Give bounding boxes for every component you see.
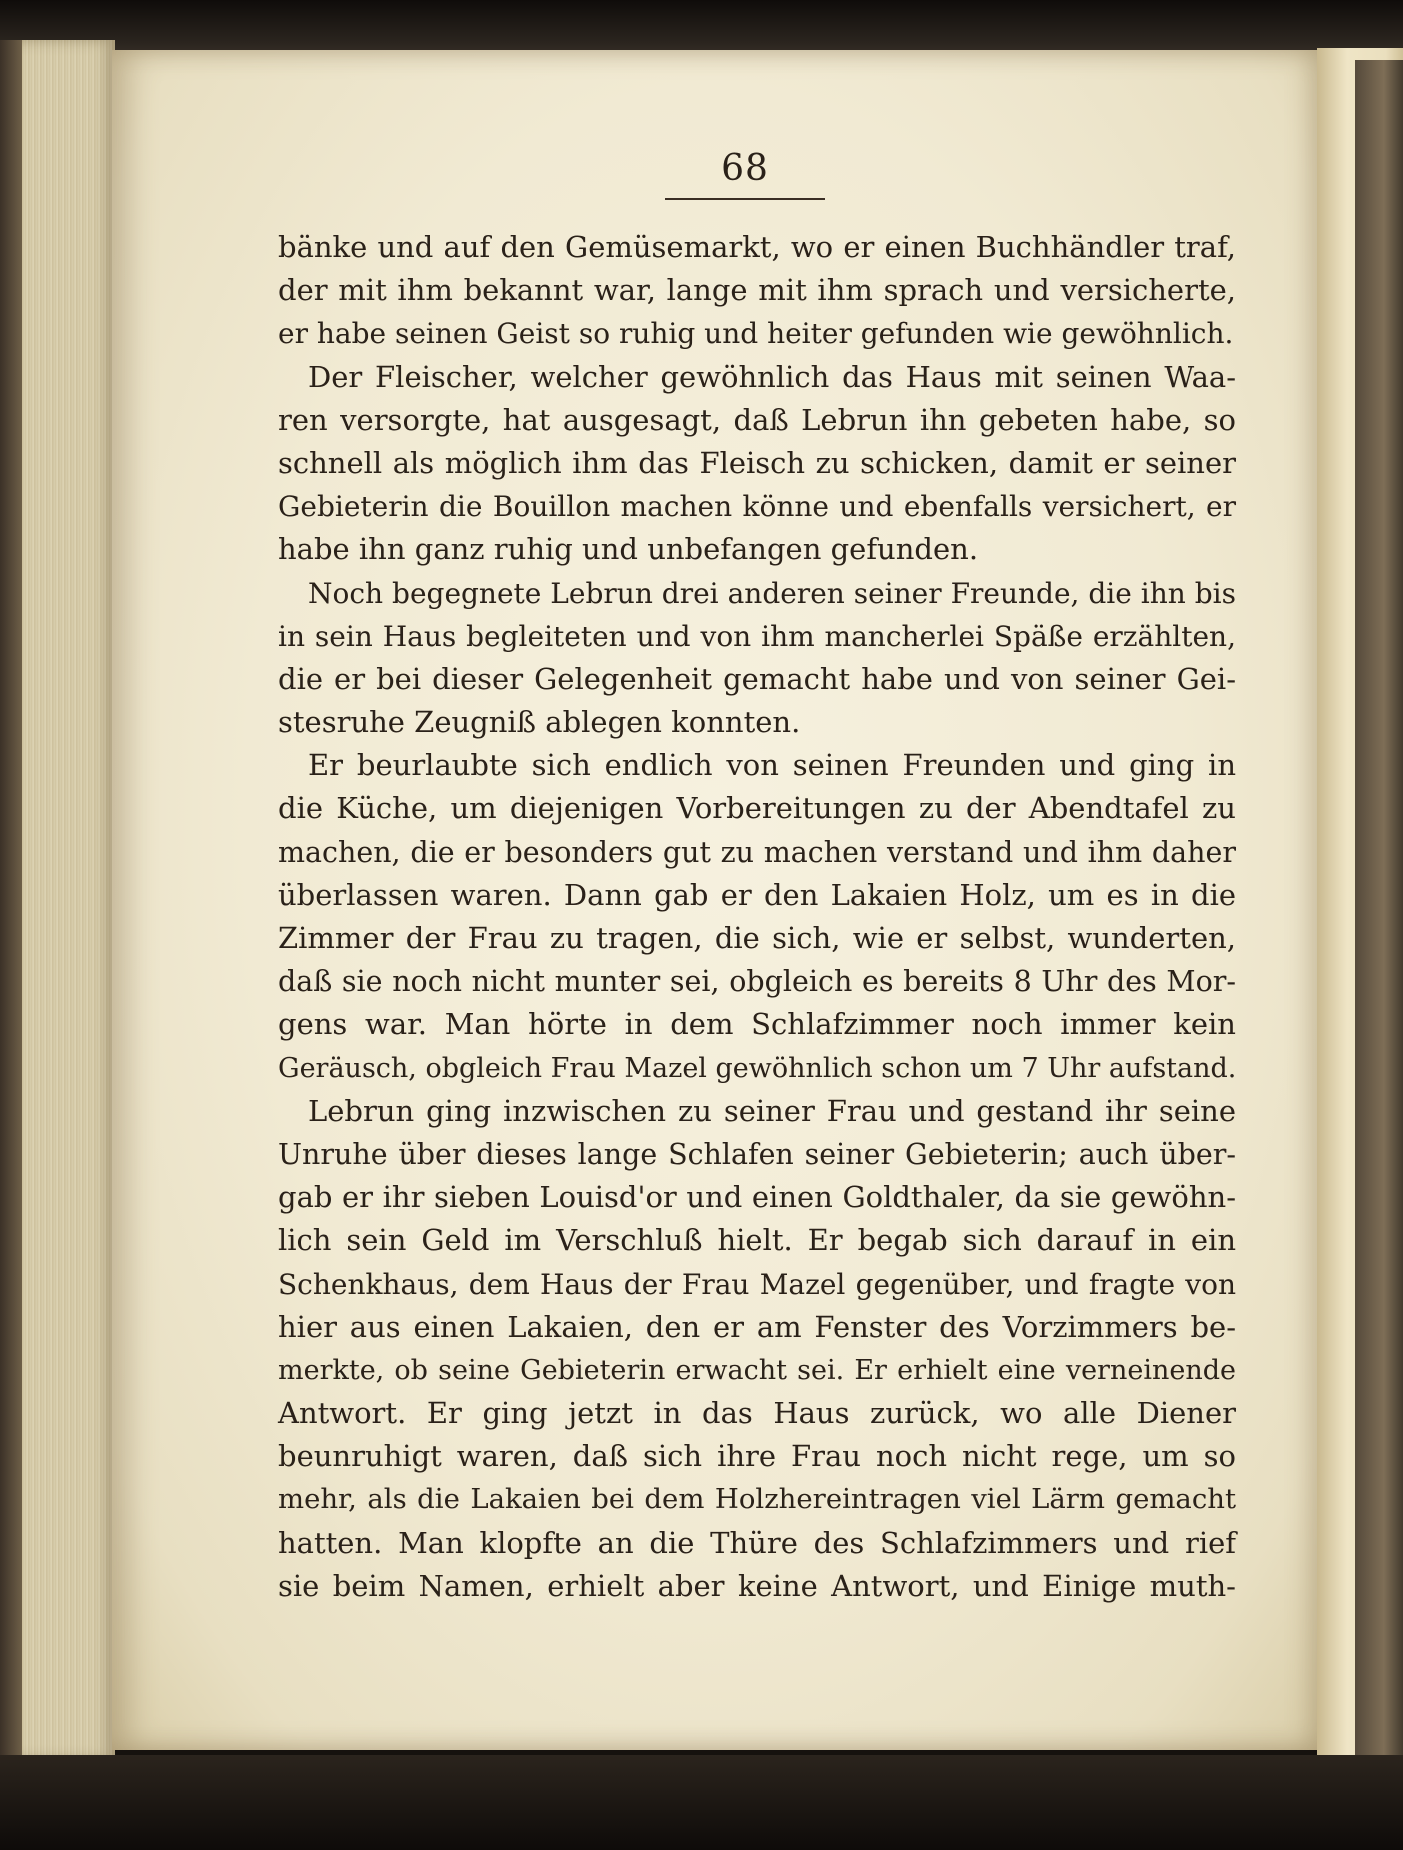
- text-line: sie beim Namen, erhielt aber keine Antwort, und Einige muth-: [278, 1568, 1236, 1603]
- text-line: Lebrun ging inzwischen zu seiner Frau und gestand ihr seine: [308, 1093, 1236, 1128]
- text-line: Noch begegnete Lebrun drei anderen seiner Freunde, die ihn bis: [308, 576, 1236, 610]
- text-line: gab er ihr sieben Louisd'or und einen Goldthaler, da sie gewöhn-: [278, 1180, 1236, 1215]
- text-line: überlassen waren. Dann gab er den Lakaien Holz, um es in die: [278, 877, 1236, 912]
- text-line: schnell als möglich ihm das Fleisch zu schicken, damit er seiner: [278, 445, 1236, 480]
- text-line: die er bei dieser Gelegenheit gemacht habe und von seiner Gei-: [278, 661, 1236, 696]
- page-number-rule: [665, 198, 825, 200]
- text-line: merkte, ob seine Gebieterin erwacht sei. Er erhielt eine verneinende: [278, 1354, 1236, 1386]
- text-line: machen, die er besonders gut zu machen verstand und ihm daher: [278, 835, 1236, 869]
- text-line: mehr, als die Lakaien bei dem Holzhereintragen viel Lärm gemacht: [278, 1483, 1236, 1516]
- text-line: Antwort. Er ging jetzt in das Haus zurück, wo alle Diener: [278, 1396, 1236, 1431]
- text-line: Zimmer der Frau zu tragen, die sich, wie er selbst, wunderten,: [278, 921, 1236, 955]
- book-cover-right: [1355, 60, 1403, 1780]
- text-line: habe ihn ganz ruhig und unbefangen gefunden.: [278, 532, 979, 567]
- text-line: lich sein Geld im Verschluß hielt. Er begab sich darauf in ein: [278, 1223, 1236, 1258]
- text-line: daß sie noch nicht munter sei, obgleich es bereits 8 Uhr des Mor-: [278, 965, 1236, 999]
- book-spine-edge: [0, 40, 22, 1760]
- text-line: Gebieterin die Bouillon machen könne und ebenfalls versichert, er: [278, 490, 1236, 524]
- text-line: beunruhigt waren, daß sich ihre Frau noch nicht rege, um so: [278, 1439, 1236, 1474]
- text-line: ren versorgte, hat ausgesagt, daß Lebrun ihn gebeten habe, so: [278, 402, 1236, 437]
- text-line: Er beurlaubte sich endlich von seinen Freunden und ging in: [308, 748, 1236, 783]
- text-line: Der Fleischer, welcher gewöhnlich das Haus mit seinen Waa-: [308, 359, 1236, 394]
- text-line: Geräusch, obgleich Frau Mazel gewöhnlich schon um 7 Uhr aufstand.: [278, 1052, 1237, 1084]
- text-line: er habe seinen Geist so ruhig und heiter gefunden wie gewöhnlich.: [278, 317, 1234, 351]
- text-line: Schenkhaus, dem Haus der Frau Mazel gegenüber, und fragte von: [278, 1267, 1236, 1301]
- text-line: stesruhe Zeugniß ablegen konnten.: [278, 705, 801, 740]
- text-line: gens war. Man hörte in dem Schlafzimmer noch immer kein: [278, 1007, 1236, 1042]
- text-line: der mit ihm bekannt war, lange mit ihm sprach und versicherte,: [278, 273, 1236, 308]
- page-number: 68: [721, 148, 769, 189]
- text-line: hier aus einen Lakaien, den er am Fenster des Vorzimmers be-: [278, 1309, 1236, 1344]
- text-line: hatten. Man klopfte an die Thüre des Schlafzimmers und rief: [278, 1525, 1236, 1560]
- text-line: die Küche, um diejenigen Vorbereitungen zu der Abendtafel zu: [278, 791, 1236, 826]
- text-line: bänke und auf den Gemüsemarkt, wo er einen Buchhändler traf,: [278, 230, 1236, 264]
- body-text: [278, 226, 1236, 1608]
- text-line: Unruhe über dieses lange Schlafen seiner Gebieterin; auch über-: [278, 1137, 1236, 1171]
- book-cover-bottom: [0, 1755, 1403, 1850]
- text-line: in sein Haus begleiteten und von ihm mancherlei Späße erzählten,: [278, 619, 1236, 653]
